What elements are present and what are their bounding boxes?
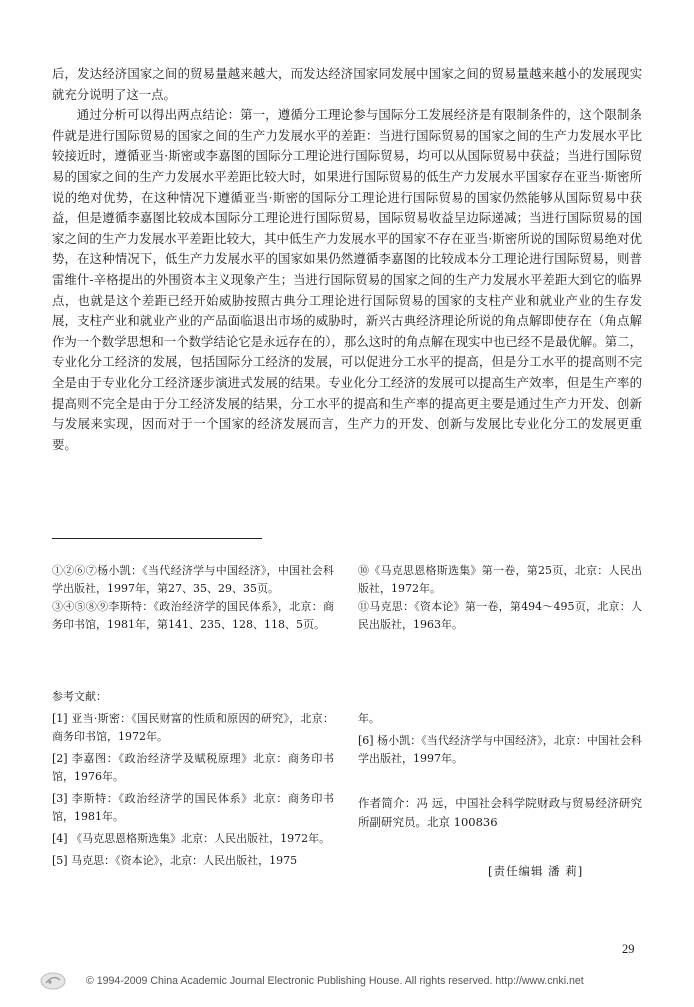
reference-item: [5] 马克思：《资本论》，北京：人民出版社，1975 [52, 854, 298, 867]
reference-item: [3] 李斯特：《政治经济学的国民体系》北京：商务印书馆，1981年。 [52, 792, 334, 823]
footnote-2: ③④⑤⑧⑨李斯特：《政治经济学的国民体系》，北京：商务印书馆，1981年，第141、235、128、118、5页。 [52, 600, 334, 631]
footnote-3: ⑩《马克思恩格斯选集》第一卷，第25页，北京：人民出版社，1972年。 [358, 564, 642, 595]
footnotes-left [52, 562, 334, 634]
reference-item: [1] 亚当·斯密：《国民财富的性质和原因的研究》，北京：商务印书馆，1972年。 [52, 712, 334, 743]
article-body [52, 64, 642, 455]
responsible-editor: [责任编辑 潘 莉] [488, 864, 584, 878]
references-title: 参考文献： [52, 690, 107, 703]
reference-item: [4] 《马克思恩格斯选集》北京：人民出版社，1972年。 [52, 832, 331, 845]
copyright-footer [40, 972, 660, 994]
footnote-4: ⑪马克思：《资本论》第一卷，第494～495页，北京：人民出版社，1963年。 [358, 600, 642, 631]
cnki-logo-icon [40, 972, 66, 990]
footnotes-right [358, 562, 642, 634]
author-note: 作者简介：冯 远，中国社会科学院财政与贸易经济研究所副研究员。北京 100836 [358, 796, 642, 829]
references-right [358, 710, 642, 772]
footnote-divider [52, 538, 262, 539]
references-left [52, 710, 334, 874]
reference-item: [2] 李嘉图：《政治经济学及赋税原理》北京：商务印书馆，1976年。 [52, 752, 334, 783]
reference-item: [6] 杨小凯：《当代经济学与中国经济》，北京：中国社会科学出版社，1997年。 [358, 734, 642, 765]
copyright-text: © 1994-2009 China Academic Journal Electronic Publishing House. All rights reserved. http://www.cnki.net [86, 975, 584, 987]
reference-item: 年。 [358, 712, 380, 725]
body-paragraph-2: 通过分析可以得出两点结论：第一，遵循分工理论参与国际分工发展经济是有限制条件的，这个限制条件就是进行国际贸易的国家之间的生产力发展水平的差距：当进行国际贸易的国家之间的生产力发展水平比较接近时，遵循亚当·斯密或李嘉图的国际分工理论进行国际贸易，均可以从国际贸易中获益；当进行国际贸易的国家之间的生产力发展水平差距比较大时，如果进行国际贸易的低生产力发展水平国家存在亚当·斯密所说的绝对优势，在这种情况下遵循亚当·斯密的国际分工理论进行国际贸易的国家仍然能够从国际贸易中获益，但是遵循李嘉图比较成本国际分工理论进行国际贸易，国际贸易收益呈边际递减；当进行国际贸易的国家之间的生产力发展水平差距比较大，其中低生产力发展水平的国家不存在亚当·斯密所说的国际贸易绝对优势，在这种情况下，低生产力发展水平的国家如果仍然遵循李嘉图的比较成本分工理论进行国际贸易，则普雷维什-辛格提出的外围资本主义现象产生；当进行国际贸易的国家之间的生产力发展水平差距大到它的临界点，也就是这个差距已经开始威胁按照古典分工理论进行国际贸易的国家的支柱产业和就业产业的生存发展，支柱产业和就业产业的产品面临退出市场的威胁时，新兴古典经济理论所说的角点解即使存在（角点解作为一个数学思想和一个数学结论它是永远存在的），那么这时的角点解在现实中也已经不是最优解。第二，专业化分工经济的发展，包括国际分工经济的发展，可以促进分工水平的提高，但是分工水平的提高则不完全是由于专业化分工经济逐步演进式发展的结果。专业化分工经济的发展可以提高生产效率，但是生产率的提高则不完全是由于分工经济发展的结果，分工水平的提高和生产率的提高更主要是通过生产力开发、创新与发展来实现，因而对于一个国家的经济发展而言，生产力的开发、创新与发展比专业化分工的发展更重要。 [52, 107, 642, 452]
body-paragraph-1: 后，发达经济国家之间的贸易量越来越大，而发达经济国家同发展中国家之间的贸易量越来越小的发展现实就充分说明了这一点。 [52, 66, 642, 102]
page-number: 29 [622, 942, 635, 956]
footnote-1: ①②⑥⑦杨小凯：《当代经济学与中国经济》，中国社会科学出版社，1997年，第27、35、29、35页。 [52, 564, 334, 595]
